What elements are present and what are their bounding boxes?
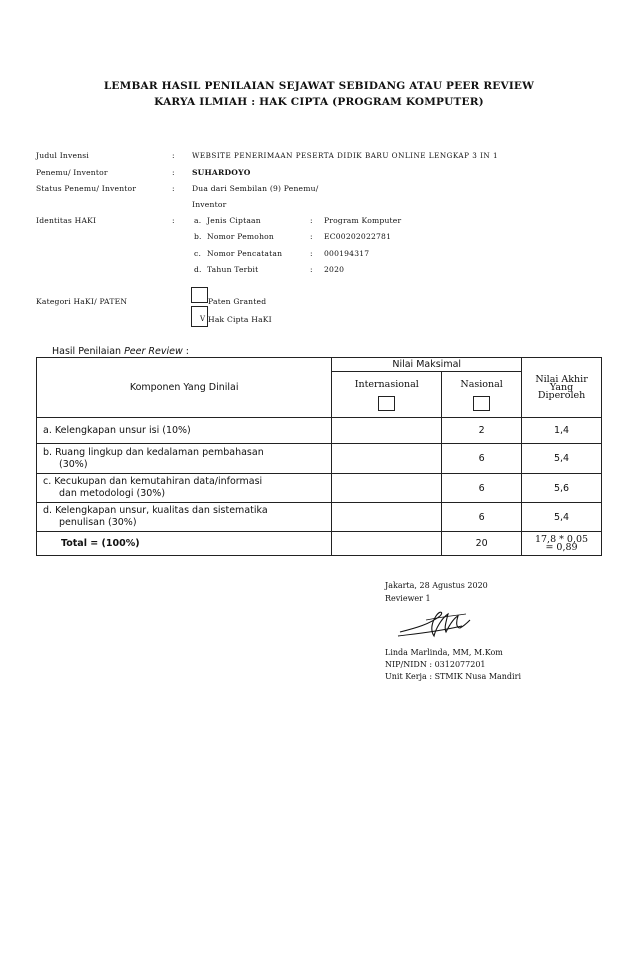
- nilai-akhir-header: [522, 358, 602, 418]
- status-label: Status Penemu/ Inventor: [36, 184, 137, 193]
- identitas-c-name: Nomor Pencatatan: [207, 249, 283, 258]
- komponen-header: Komponen Yang Dinilai: [37, 358, 332, 418]
- status-colon: :: [172, 184, 175, 193]
- identitas-d-value: 2020: [324, 265, 345, 274]
- kategori-label: Kategori HaKI/ PATEN: [36, 297, 128, 306]
- check-mark: V: [200, 315, 206, 323]
- identitas-b-colon: :: [310, 232, 313, 241]
- penemu-colon: :: [172, 168, 175, 177]
- row-b-nasional: 6: [442, 444, 522, 474]
- row-a-nasional: 2: [442, 418, 522, 444]
- table-row: [37, 444, 602, 474]
- row-d-label: [37, 503, 332, 532]
- paten-granted-checkbox[interactable]: [191, 287, 208, 303]
- identitas-colon: :: [172, 216, 175, 225]
- hak-cipta-checkbox[interactable]: [191, 306, 208, 327]
- reviewer-unit: Unit Kerja : STMIK Nusa Mandiri: [385, 672, 521, 681]
- hak-cipta-label: Hak Cipta HaKI: [208, 315, 272, 324]
- row-b-internasional: [332, 444, 442, 474]
- nasional-checkbox[interactable]: [473, 396, 490, 411]
- identitas-b-name: Nomor Pemohon: [207, 232, 275, 241]
- document-title-line2: KARYA ILMIAH : HAK CIPTA (PROGRAM KOMPUTER): [154, 96, 484, 108]
- row-d-internasional: [332, 503, 442, 532]
- identitas-c-colon: :: [310, 249, 313, 258]
- judul-colon: :: [172, 151, 175, 160]
- total-akhir-line1: 17,8 * 0,05: [534, 533, 589, 545]
- total-row: [37, 532, 602, 556]
- total-akhir: [522, 532, 602, 556]
- row-b-line1: b. Ruang lingkup dan kedalaman pembahasan: [43, 446, 264, 458]
- judul-value: WEBSITE PENERIMAAN PESERTA DIDIK BARU ONLINE LENGKAP 3 IN 1: [192, 151, 499, 160]
- row-b-label: [37, 444, 332, 474]
- nilai-maksimal-header: Nilai Maksimal: [332, 358, 522, 372]
- reviewer-label: Reviewer 1: [385, 594, 431, 603]
- row-c-akhir: 5,6: [522, 474, 602, 503]
- identitas-a-value: Program Komputer: [324, 216, 402, 225]
- identitas-c-value: 000194317: [324, 249, 370, 258]
- nilai-akhir-line3: Diperoleh: [537, 389, 586, 401]
- row-d-line1: d. Kelengkapan unsur, kualitas dan sistematika: [43, 505, 268, 516]
- internasional-checkbox[interactable]: [378, 396, 395, 411]
- identitas-a-prefix: a.: [194, 216, 202, 225]
- row-d-akhir: 5,4: [522, 503, 602, 532]
- row-a-line1: a. Kelengkapan unsur isi (10%): [43, 424, 191, 436]
- total-nasional: 20: [442, 532, 522, 556]
- reviewer-nip: NIP/NIDN : 0312077201: [385, 660, 486, 669]
- row-b-akhir: 5,4: [522, 444, 602, 474]
- hasil-italic: Peer Review: [124, 346, 183, 357]
- penemu-value: SUHARDOYO: [192, 168, 251, 177]
- identitas-d-name: Tahun Terbit: [207, 265, 259, 274]
- hasil-prefix: Hasil Penilaian: [52, 346, 125, 357]
- table-row: [37, 418, 602, 444]
- hasil-penilaian-label: [52, 346, 189, 357]
- table-row: [37, 503, 602, 532]
- row-a-akhir: 1,4: [522, 418, 602, 444]
- nilai-akhir-line1: Nilai Akhir: [535, 373, 588, 385]
- penemu-label: Penemu/ Inventor: [36, 168, 108, 177]
- total-label: Total = (100%): [37, 532, 332, 556]
- document-title-line1: LEMBAR HASIL PENILAIAN SEJAWAT SEBIDANG ATAU PEER REVIEW: [103, 80, 535, 92]
- row-c-internasional: [332, 474, 442, 503]
- row-b-line2: (30%): [59, 458, 88, 470]
- nilai-akhir-line2: Yang: [549, 381, 574, 393]
- paten-granted-label: Paten Granted: [208, 297, 267, 306]
- total-internasional: [332, 532, 442, 556]
- row-c-line2: dan metodologi (30%): [59, 488, 166, 499]
- internasional-label: Internasional: [354, 378, 419, 390]
- identitas-b-prefix: b.: [194, 232, 202, 241]
- identitas-label: Identitas HAKI: [36, 216, 97, 225]
- row-c-nasional: 6: [442, 474, 522, 503]
- judul-label: Judul Invensi: [36, 151, 90, 160]
- nasional-header: [442, 372, 522, 418]
- row-d-line2: penulisan (30%): [59, 517, 137, 528]
- table-row: [37, 474, 602, 503]
- signature-image: [396, 606, 476, 642]
- place-date: Jakarta, 28 Agustus 2020: [385, 581, 488, 590]
- identitas-a-name: Jenis Ciptaan: [207, 216, 261, 225]
- identitas-a-colon: :: [310, 216, 313, 225]
- penilaian-table: [36, 357, 602, 556]
- row-c-line1: c. Kecukupan dan kemutahiran data/informasi: [43, 476, 263, 487]
- reviewer-name: Linda Marlinda, MM, M.Kom: [385, 648, 503, 657]
- internasional-header: [332, 372, 442, 418]
- total-akhir-line2: = 0,89: [545, 541, 578, 553]
- identitas-c-prefix: c.: [194, 249, 202, 258]
- status-value-1: Dua dari Sembilan (9) Penemu/: [192, 184, 319, 193]
- row-a-internasional: [332, 418, 442, 444]
- hasil-suffix: :: [182, 346, 189, 357]
- identitas-b-value: EC00202022781: [324, 232, 392, 241]
- row-d-nasional: 6: [442, 503, 522, 532]
- identitas-d-colon: :: [310, 265, 313, 274]
- status-value-2: Inventor: [192, 200, 227, 209]
- row-a-label: [37, 418, 332, 444]
- nasional-label: Nasional: [460, 378, 503, 390]
- row-c-label: [37, 474, 332, 503]
- identitas-d-prefix: d.: [194, 265, 202, 274]
